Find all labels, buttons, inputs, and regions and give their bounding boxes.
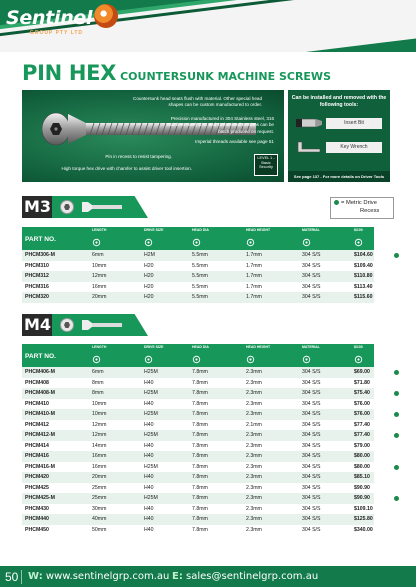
cell-height: 2.3mm	[246, 463, 262, 470]
cell-price: $115.60	[354, 294, 373, 300]
metric-drive-dot-icon	[394, 433, 399, 438]
cell-length: 40mm	[92, 516, 107, 522]
cell-price: $340.00	[354, 526, 373, 533]
tools-footer: See page 137 - For more details on Driver Tools	[288, 171, 390, 182]
cell-dia: 5.5mm	[192, 273, 208, 279]
ruler-icon	[92, 351, 101, 360]
cell-drive: H40	[144, 474, 154, 480]
cell-length: 16mm	[92, 283, 107, 290]
cell-drive: H25M	[144, 495, 158, 501]
cell-price: $109.10	[354, 505, 373, 512]
cell-height: 2.3mm	[246, 505, 262, 512]
cell-length: 6mm	[92, 252, 104, 258]
cell-price: $80.00	[354, 463, 370, 470]
cell-part: PHCM406-M	[25, 369, 55, 375]
cell-mat: 304 S/S	[302, 442, 321, 449]
cell-mat: 304 S/S	[302, 526, 321, 533]
cell-drive: H20	[144, 262, 154, 269]
table-row	[22, 462, 374, 473]
column-header-part: PART NO.	[25, 236, 57, 243]
metric-drive-dot-icon	[394, 465, 399, 470]
cell-part: PHCM316	[25, 283, 49, 290]
cell-drive: H40	[144, 505, 154, 512]
email-label: E:	[172, 571, 183, 582]
cell-price: $109.40	[354, 262, 373, 269]
cell-mat: 304 S/S	[302, 484, 321, 491]
cell-drive: H20	[144, 294, 154, 300]
table-row	[22, 292, 374, 303]
cell-mat: 304 S/S	[302, 411, 321, 417]
legend-line2: Recess	[360, 207, 380, 214]
cell-mat: 304 S/S	[302, 262, 321, 269]
cell-height: 2.3mm	[246, 379, 262, 386]
table-row	[22, 514, 374, 525]
table-row	[22, 367, 374, 378]
cell-length: 12mm	[92, 421, 107, 428]
cell-part: PHCM425-M	[25, 495, 55, 501]
ruler-icon	[92, 234, 101, 243]
cell-price: $71.80	[354, 379, 370, 386]
cell-length: 25mm	[92, 484, 107, 491]
drive-size-icon	[144, 234, 153, 243]
column-header-part: PART NO.	[25, 353, 57, 360]
cell-price: $85.10	[354, 474, 370, 480]
metric-drive-dot-icon	[394, 253, 399, 258]
cell-dia: 7.8mm	[192, 390, 208, 396]
section-label: M3	[24, 197, 52, 216]
page-number: 50	[5, 570, 19, 584]
cell-dia: 7.8mm	[192, 453, 208, 459]
cell-drive: H2M	[144, 252, 155, 258]
column-header-material: MATERIAL	[302, 228, 320, 232]
key-wrench-icon	[296, 140, 322, 154]
cell-length: 10mm	[92, 400, 107, 407]
cell-dia: 7.8mm	[192, 484, 208, 491]
cell-price: $104.60	[354, 252, 373, 258]
table-row	[22, 441, 374, 452]
column-header-head-height: HEAD HEIGHT	[246, 228, 271, 232]
cell-height: 2.3mm	[246, 474, 262, 480]
cell-price: $90.90	[354, 495, 370, 501]
cell-mat: 304 S/S	[302, 379, 321, 386]
tools-heading: Can be installed and removed with the following tools:	[291, 95, 387, 108]
cell-height: 2.3mm	[246, 411, 262, 417]
cell-length: 20mm	[92, 474, 107, 480]
cell-height: 2.3mm	[246, 495, 262, 501]
cell-dia: 7.8mm	[192, 400, 208, 407]
countersunk-screw-icon	[82, 202, 122, 212]
price-icon	[354, 234, 363, 243]
cell-height: 1.7mm	[246, 294, 262, 300]
metric-drive-dot-icon	[394, 370, 399, 375]
cell-part: PHCM416-M	[25, 463, 55, 470]
section-bar-m4	[22, 314, 148, 336]
table-row	[22, 525, 374, 536]
cell-drive: H25M	[144, 411, 158, 417]
cell-part: PHCM408-M	[25, 390, 55, 396]
cell-mat: 304 S/S	[302, 283, 321, 290]
cell-height: 2.3mm	[246, 369, 262, 375]
cell-length: 8mm	[92, 390, 104, 396]
cell-part: PHCM312	[25, 273, 49, 279]
cell-dia: 7.8mm	[192, 495, 208, 501]
cell-height: 2.3mm	[246, 442, 262, 449]
cell-price: $75.40	[354, 390, 370, 396]
drive-size-icon	[144, 351, 153, 360]
cell-part: PHCM410	[25, 400, 49, 407]
table-row	[22, 388, 374, 399]
column-header-price: $/100	[354, 345, 363, 349]
cell-part: PHCM420	[25, 474, 49, 480]
cell-drive: H40	[144, 400, 154, 407]
cell-height: 1.7mm	[246, 262, 262, 269]
cell-part: PHCM450	[25, 526, 49, 533]
cell-mat: 304 S/S	[302, 400, 321, 407]
cell-price: $113.40	[354, 283, 373, 290]
cell-length: 12mm	[92, 432, 107, 438]
cell-drive: H25M	[144, 463, 158, 470]
cell-height: 1.7mm	[246, 252, 262, 258]
tools-panel	[288, 90, 390, 182]
cell-dia: 7.8mm	[192, 463, 208, 470]
cell-dia: 5.5mm	[192, 283, 208, 290]
cell-height: 1.7mm	[246, 273, 262, 279]
head-height-icon	[246, 351, 255, 360]
cell-part: PHCM440	[25, 516, 49, 522]
cell-length: 12mm	[92, 273, 107, 279]
cell-mat: 304 S/S	[302, 453, 321, 459]
table-m4	[22, 344, 374, 535]
column-header-length: LENGTH	[92, 345, 107, 349]
column-header-drive: DRIVE SIZE	[144, 228, 164, 232]
cell-height: 2.3mm	[246, 453, 262, 459]
cell-height: 2.3mm	[246, 526, 262, 533]
table-row	[22, 250, 374, 261]
cell-dia: 7.8mm	[192, 474, 208, 480]
table-row	[22, 271, 374, 282]
page-title	[22, 61, 331, 85]
hero-text-pin: Pin in recess to resist tampering.	[105, 154, 172, 159]
table-row	[22, 451, 374, 462]
table-row	[22, 483, 374, 494]
cell-price: $69.00	[354, 369, 370, 375]
countersunk-screw-icon	[82, 320, 122, 330]
cell-part: PHCM310	[25, 262, 49, 269]
cell-mat: 304 S/S	[302, 474, 321, 480]
cell-length: 25mm	[92, 495, 107, 501]
brand-name: Sentinel	[6, 7, 93, 29]
table-row	[22, 282, 374, 293]
cell-price: $90.90	[354, 484, 370, 491]
metric-drive-dot-icon	[394, 496, 399, 501]
logo-ring-icon	[94, 4, 118, 28]
head-dia-icon	[192, 351, 201, 360]
cell-length: 8mm	[92, 379, 104, 386]
email-link[interactable]: sales@sentinelgrp.com.au	[186, 571, 319, 582]
price-icon	[354, 351, 363, 360]
legend-line1: = Metric Drive	[341, 200, 377, 207]
section-bar-m3	[22, 196, 148, 218]
cell-length: 50mm	[92, 526, 107, 533]
table-row	[22, 378, 374, 389]
cell-mat: 304 S/S	[302, 505, 321, 512]
cell-mat: 304 S/S	[302, 495, 321, 501]
cell-part: PHCM425	[25, 484, 49, 491]
cell-part: PHCM412-M	[25, 432, 55, 438]
title-main: PIN HEX	[22, 61, 117, 85]
table-row	[22, 430, 374, 441]
material-icon	[302, 234, 311, 243]
cell-price: $79.00	[354, 442, 370, 449]
cell-drive: H40	[144, 516, 154, 522]
cell-part: PHCM410-M	[25, 411, 55, 417]
cell-height: 2.3mm	[246, 390, 262, 396]
column-header-head-height: HEAD HEIGHT	[246, 345, 271, 349]
column-header-head-dia: HEAD DIA	[192, 228, 209, 232]
cell-price: $80.00	[354, 453, 370, 459]
cell-mat: 304 S/S	[302, 294, 321, 300]
page-header	[0, 0, 416, 52]
cell-height: 1.7mm	[246, 283, 262, 290]
cell-mat: 304 S/S	[302, 369, 321, 375]
table-header	[22, 227, 374, 250]
brand-tagline: GROUP PTY LTD	[30, 30, 84, 36]
cell-dia: 7.8mm	[192, 369, 208, 375]
cell-price: $77.40	[354, 421, 370, 428]
legend-metric-drive	[330, 197, 394, 219]
column-header-material: MATERIAL	[302, 345, 320, 349]
cell-length: 30mm	[92, 505, 107, 512]
cell-dia: 7.8mm	[192, 526, 208, 533]
cell-dia: 7.8mm	[192, 411, 208, 417]
cell-part: PHCM306-M	[25, 252, 55, 258]
cell-dia: 5.5mm	[192, 262, 208, 269]
head-dia-icon	[192, 234, 201, 243]
web-label: W:	[28, 571, 43, 582]
table-row	[22, 493, 374, 504]
cell-length: 10mm	[92, 411, 107, 417]
hex-pin-recess-icon	[60, 318, 74, 332]
cell-drive: H20	[144, 273, 154, 279]
table-header	[22, 344, 374, 367]
website-link[interactable]: www.sentinelgrp.com.au	[45, 571, 170, 582]
cell-length: 10mm	[92, 262, 107, 269]
cell-dia: 5.5mm	[192, 294, 208, 300]
cell-drive: H25M	[144, 390, 158, 396]
insert-bit-icon	[296, 116, 322, 130]
cell-drive: H40	[144, 526, 154, 533]
cell-part: PHCM412	[25, 421, 49, 428]
cell-mat: 304 S/S	[302, 273, 321, 279]
cell-mat: 304 S/S	[302, 432, 321, 438]
hero-text-torque: High torque hex drive with chamfer to assist driver tool insertion.	[61, 166, 192, 171]
cell-drive: H25M	[144, 369, 158, 375]
metric-dot-icon	[334, 200, 339, 205]
product-hero	[22, 90, 284, 182]
cell-drive: H40	[144, 379, 154, 386]
key-wrench-label: Key Wrench	[326, 142, 382, 153]
head-height-icon	[246, 234, 255, 243]
table-row	[22, 504, 374, 515]
cell-price: $76.00	[354, 400, 370, 407]
cell-dia: 5.5mm	[192, 252, 208, 258]
table-row	[22, 420, 374, 431]
cell-price: $110.80	[354, 273, 373, 279]
metric-drive-dot-icon	[394, 412, 399, 417]
cell-part: PHCM320	[25, 294, 49, 300]
table-m3	[22, 227, 374, 303]
cell-part: PHCM416	[25, 453, 49, 459]
metric-drive-dot-icon	[394, 391, 399, 396]
cell-height: 2.3mm	[246, 432, 262, 438]
cell-mat: 304 S/S	[302, 390, 321, 396]
sentinel-logo	[6, 6, 126, 40]
title-sub: COUNTERSUNK MACHINE SCREWS	[120, 70, 331, 83]
cell-height: 2.3mm	[246, 516, 262, 522]
cell-mat: 304 S/S	[302, 421, 321, 428]
insert-bit-label: Insert Bit	[326, 118, 382, 129]
material-icon	[302, 351, 311, 360]
hero-text-imperial: Imperial threads available see page 51	[195, 139, 274, 144]
cell-dia: 7.8mm	[192, 379, 208, 386]
cell-dia: 7.8mm	[192, 516, 208, 522]
column-header-drive: DRIVE SIZE	[144, 345, 164, 349]
table-row	[22, 261, 374, 272]
hero-text-materials: Precision manufactured in 304 Stainless steel, 316 Stainless steel, Zinc and Galvanised versions can be batch produced on request.	[166, 116, 274, 134]
cell-height: 2.1mm	[246, 421, 262, 428]
cell-length: 16mm	[92, 463, 107, 470]
cell-price: $76.00	[354, 411, 370, 417]
cell-price: $125.80	[354, 516, 373, 522]
cell-length: 16mm	[92, 453, 107, 459]
cell-dia: 7.8mm	[192, 442, 208, 449]
table-row	[22, 399, 374, 410]
column-header-length: LENGTH	[92, 228, 107, 232]
cell-price: $77.40	[354, 432, 370, 438]
column-header-price: $/100	[354, 228, 363, 232]
cell-drive: H25M	[144, 432, 158, 438]
table-row	[22, 472, 374, 483]
cell-height: 2.3mm	[246, 484, 262, 491]
cell-dia: 7.8mm	[192, 505, 208, 512]
security-level-badge: LEVEL 1 - Basic Security	[254, 154, 278, 176]
cell-drive: H40	[144, 442, 154, 449]
cell-mat: 304 S/S	[302, 463, 321, 470]
cell-mat: 304 S/S	[302, 516, 321, 522]
cell-drive: H40	[144, 484, 154, 491]
cell-dia: 7.8mm	[192, 421, 208, 428]
hero-text-countersunk: Countersunk head seats flush with material. Other special head shapes can be custom manufactured to order.	[133, 96, 262, 108]
cell-dia: 7.8mm	[192, 432, 208, 438]
page-footer	[0, 566, 416, 587]
section-label: M4	[24, 315, 52, 334]
cell-drive: H40	[144, 421, 154, 428]
table-row	[22, 409, 374, 420]
cell-part: PHCM408	[25, 379, 49, 386]
cell-mat: 304 S/S	[302, 252, 321, 258]
cell-drive: H20	[144, 283, 154, 290]
cell-length: 6mm	[92, 369, 104, 375]
cell-drive: H40	[144, 453, 154, 459]
cell-height: 2.3mm	[246, 400, 262, 407]
cell-part: PHCM430	[25, 505, 49, 512]
hex-pin-recess-icon	[60, 200, 74, 214]
column-header-head-dia: HEAD DIA	[192, 345, 209, 349]
cell-length: 14mm	[92, 442, 107, 449]
cell-part: PHCM414	[25, 442, 49, 449]
cell-length: 20mm	[92, 294, 107, 300]
